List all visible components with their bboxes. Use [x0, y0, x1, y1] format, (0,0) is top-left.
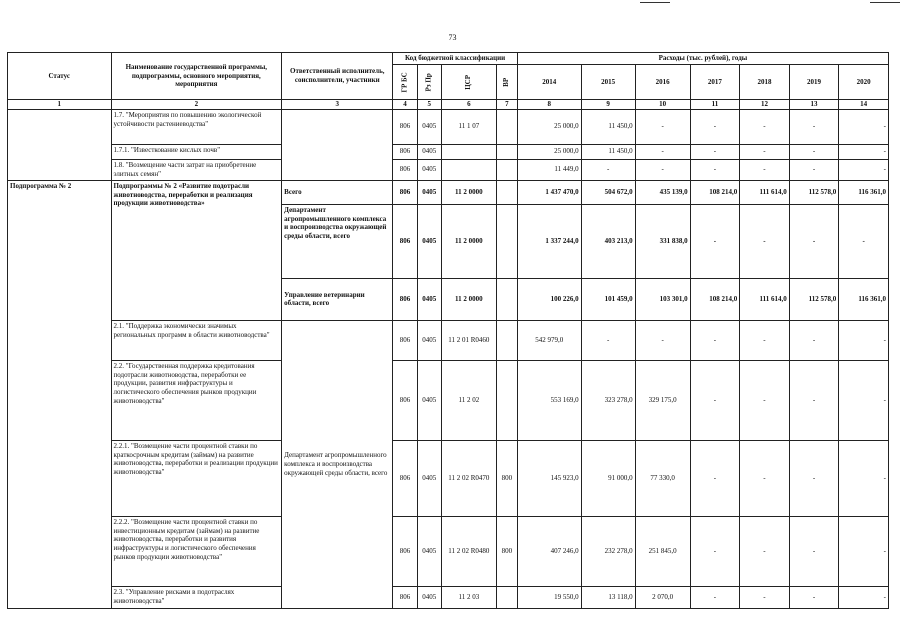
header-expenses: Расходы (тыс. рублей), годы: [517, 53, 888, 65]
value-cell: -: [789, 204, 839, 278]
value-cell: -: [690, 109, 740, 144]
rzpr-cell: 0405: [417, 180, 441, 204]
csr-cell: 11 1 07: [441, 109, 496, 144]
measure-name: 2.3. "Управление рисками в подотраслях животноводства": [111, 586, 282, 608]
grbs-cell: 806: [393, 159, 417, 180]
csr-cell: 11 2 01 R0460: [441, 320, 496, 360]
value-cell: -: [839, 159, 889, 180]
rzpr-cell: 0405: [417, 320, 441, 360]
table-header: [8, 53, 889, 100]
value-cell: 407 246,0: [517, 516, 581, 586]
column-index: 8: [517, 100, 581, 110]
column-index: 4: [393, 100, 417, 110]
value-cell: -: [690, 320, 740, 360]
header-year: 2014: [517, 65, 581, 100]
csr-cell: 11 2 0000: [441, 204, 496, 278]
subprogram-name: Подпрограммы № 2 «Развитие подотрасли животноводства, переработки и реализация продукции животноводства»: [111, 180, 282, 320]
scan-artifact-line: [870, 2, 900, 3]
value-cell: -: [690, 144, 740, 159]
responsible-total: Всего: [282, 180, 393, 204]
grbs-cell: 806: [393, 360, 417, 440]
value-cell: -: [690, 586, 740, 608]
value-cell: 116 361,0: [839, 278, 889, 320]
value-cell: -: [740, 159, 790, 180]
value-cell: -: [690, 204, 740, 278]
header-year: 2015: [581, 65, 635, 100]
value-cell: -: [789, 516, 839, 586]
vr-cell: 800: [496, 440, 517, 516]
measure-name: 1.8. "Возмещение части затрат на приобретение элитных семян": [111, 159, 282, 180]
rzpr-cell: 0405: [417, 204, 441, 278]
vr-cell: [496, 180, 517, 204]
value-cell: 323 278,0: [581, 360, 635, 440]
csr-cell: 11 2 02 R0470: [441, 440, 496, 516]
grbs-cell: 806: [393, 180, 417, 204]
value-cell: 2 070,0: [635, 586, 690, 608]
column-index: 12: [740, 100, 790, 110]
value-cell: -: [839, 440, 889, 516]
subprogram-status: Подпрограмма № 2: [8, 180, 112, 608]
column-index: 2: [111, 100, 282, 110]
header-year: 2016: [635, 65, 690, 100]
header-budget-code: Код бюджетной классификации: [393, 53, 517, 65]
value-cell: -: [839, 204, 889, 278]
table-row: [8, 180, 889, 204]
header-grbs: ГР БС: [393, 65, 417, 100]
csr-cell: [441, 159, 496, 180]
rzpr-cell: 0405: [417, 516, 441, 586]
value-cell: 116 361,0: [839, 180, 889, 204]
budget-table: [7, 52, 889, 609]
value-cell: -: [789, 360, 839, 440]
value-cell: 108 214,0: [690, 278, 740, 320]
value-cell: 11 449,0: [517, 159, 581, 180]
value-cell: 103 301,0: [635, 278, 690, 320]
value-cell: -: [789, 109, 839, 144]
value-cell: -: [635, 109, 690, 144]
responsible-cell-empty: [282, 109, 393, 180]
value-cell: 112 578,0: [789, 180, 839, 204]
value-cell: 13 118,0: [581, 586, 635, 608]
header-csr: ЦСР: [441, 65, 496, 100]
value-cell: -: [839, 360, 889, 440]
column-index: 11: [690, 100, 740, 110]
value-cell: 11 450,0: [581, 109, 635, 144]
value-cell: 232 278,0: [581, 516, 635, 586]
vr-cell: [496, 320, 517, 360]
table-row: [8, 360, 889, 440]
grbs-cell: 806: [393, 144, 417, 159]
csr-cell: 11 2 0000: [441, 278, 496, 320]
vr-cell: [496, 204, 517, 278]
column-index: 14: [839, 100, 889, 110]
rzpr-cell: 0405: [417, 360, 441, 440]
value-cell: 100 226,0: [517, 278, 581, 320]
value-cell: 331 838,0: [635, 204, 690, 278]
value-cell: 504 672,0: [581, 180, 635, 204]
csr-cell: 11 2 03: [441, 586, 496, 608]
header-vr: ВР: [496, 65, 517, 100]
value-cell: 329 175,0: [635, 360, 690, 440]
value-cell: -: [839, 586, 889, 608]
status-cell-empty: [8, 109, 112, 180]
rzpr-cell: 0405: [417, 586, 441, 608]
value-cell: -: [690, 440, 740, 516]
header-year: 2020: [839, 65, 889, 100]
grbs-cell: 806: [393, 586, 417, 608]
value-cell: -: [789, 159, 839, 180]
header-responsible: Ответственный исполнитель, соисполнители, участники: [282, 53, 393, 100]
vr-cell: [496, 360, 517, 440]
header-year: 2018: [740, 65, 790, 100]
value-cell: -: [581, 159, 635, 180]
csr-cell: [441, 144, 496, 159]
value-cell: 91 000,0: [581, 440, 635, 516]
value-cell: -: [740, 516, 790, 586]
responsible-department: Департамент агропромышленного комплекса и воспроизводства окружающей среды области, всего: [282, 320, 393, 608]
column-index: 1: [8, 100, 112, 110]
value-cell: 1 337 244,0: [517, 204, 581, 278]
responsible-department: Департамент агропромышленного комплекса и воспроизводства окружающей среды области, всего: [282, 204, 393, 278]
value-cell: 553 169,0: [517, 360, 581, 440]
rzpr-cell: 0405: [417, 109, 441, 144]
column-index: 5: [417, 100, 441, 110]
value-cell: -: [635, 144, 690, 159]
rzpr-cell: 0405: [417, 144, 441, 159]
value-cell: -: [740, 320, 790, 360]
value-cell: -: [740, 204, 790, 278]
grbs-cell: 806: [393, 109, 417, 144]
column-index: 9: [581, 100, 635, 110]
value-cell: 101 459,0: [581, 278, 635, 320]
value-cell: 542 979,0: [517, 320, 581, 360]
rzpr-cell: 0405: [417, 440, 441, 516]
responsible-veterinary: Управление ветеринарии области, всего: [282, 278, 393, 320]
measure-name: 2.2. "Государственная поддержка кредитования подотрасли животноводства, переработки ее продукции, развития инфраструктуры и логистического обеспечения рынков продукции животноводства": [111, 360, 282, 440]
header-program-name: Наименование государственной программы, подпрограммы, основного мероприятия, мероприятия: [111, 53, 282, 100]
header-year: 2017: [690, 65, 740, 100]
value-cell: 11 450,0: [581, 144, 635, 159]
column-index: 3: [282, 100, 393, 110]
csr-cell: 11 2 02: [441, 360, 496, 440]
table-row: [8, 320, 889, 360]
value-cell: 1 437 470,0: [517, 180, 581, 204]
header-status: Статус: [8, 53, 112, 100]
value-cell: -: [635, 320, 690, 360]
table-row: [8, 440, 889, 516]
rzpr-cell: 0405: [417, 159, 441, 180]
page-number: 73: [448, 33, 457, 42]
value-cell: -: [839, 516, 889, 586]
value-cell: -: [690, 516, 740, 586]
csr-cell: 11 2 02 R0480: [441, 516, 496, 586]
grbs-cell: 806: [393, 440, 417, 516]
vr-cell: [496, 278, 517, 320]
csr-cell: 11 2 0000: [441, 180, 496, 204]
value-cell: -: [789, 440, 839, 516]
value-cell: 25 000,0: [517, 144, 581, 159]
table-row: [8, 159, 889, 180]
vr-cell: [496, 586, 517, 608]
value-cell: 145 923,0: [517, 440, 581, 516]
grbs-cell: 806: [393, 320, 417, 360]
table-row: [8, 109, 889, 144]
column-index: 13: [789, 100, 839, 110]
value-cell: -: [581, 320, 635, 360]
scan-artifact-line: [640, 2, 670, 3]
table-row: [8, 586, 889, 608]
measure-name: 1.7.1. "Известкование кислых почв": [111, 144, 282, 159]
grbs-cell: 806: [393, 516, 417, 586]
vr-cell: [496, 109, 517, 144]
value-cell: 403 213,0: [581, 204, 635, 278]
column-index: 10: [635, 100, 690, 110]
column-index: 6: [441, 100, 496, 110]
value-cell: -: [839, 109, 889, 144]
column-index-row: [8, 100, 889, 110]
value-cell: -: [740, 440, 790, 516]
value-cell: 25 000,0: [517, 109, 581, 144]
table-row: [8, 516, 889, 586]
value-cell: 19 550,0: [517, 586, 581, 608]
value-cell: -: [690, 159, 740, 180]
rzpr-cell: 0405: [417, 278, 441, 320]
value-cell: 77 330,0: [635, 440, 690, 516]
value-cell: -: [690, 360, 740, 440]
measure-name: 1.7. "Мероприятия по повышению экологической устойчивости растениеводства": [111, 109, 282, 144]
grbs-cell: 806: [393, 204, 417, 278]
value-cell: 112 578,0: [789, 278, 839, 320]
vr-cell: [496, 144, 517, 159]
table-row: [8, 144, 889, 159]
value-cell: -: [839, 320, 889, 360]
value-cell: -: [740, 360, 790, 440]
value-cell: -: [740, 586, 790, 608]
header-year: 2019: [789, 65, 839, 100]
value-cell: 111 614,0: [740, 278, 790, 320]
measure-name: 2.1. "Поддержка экономически значимых региональных программ в области животноводства": [111, 320, 282, 360]
value-cell: 435 139,0: [635, 180, 690, 204]
value-cell: -: [789, 144, 839, 159]
value-cell: -: [839, 144, 889, 159]
value-cell: 108 214,0: [690, 180, 740, 204]
value-cell: -: [789, 320, 839, 360]
measure-name: 2.2.2. "Возмещение части процентной ставки по инвестиционным кредитам (займам) на развитие животноводства, переработки и развития инфраструктуры и логистического обеспечения рынков продукции животноводства": [111, 516, 282, 586]
value-cell: -: [740, 144, 790, 159]
value-cell: 251 845,0: [635, 516, 690, 586]
measure-name: 2.2.1. "Возмещение части процентной ставки по краткосрочным кредитам (займам) на развитие животноводства, переработки и реализации продукции животноводства": [111, 440, 282, 516]
column-index: 7: [496, 100, 517, 110]
header-rzpr: Рз Пр: [417, 65, 441, 100]
value-cell: -: [635, 159, 690, 180]
vr-cell: 800: [496, 516, 517, 586]
value-cell: -: [789, 586, 839, 608]
vr-cell: [496, 159, 517, 180]
grbs-cell: 806: [393, 278, 417, 320]
value-cell: 111 614,0: [740, 180, 790, 204]
value-cell: -: [740, 109, 790, 144]
